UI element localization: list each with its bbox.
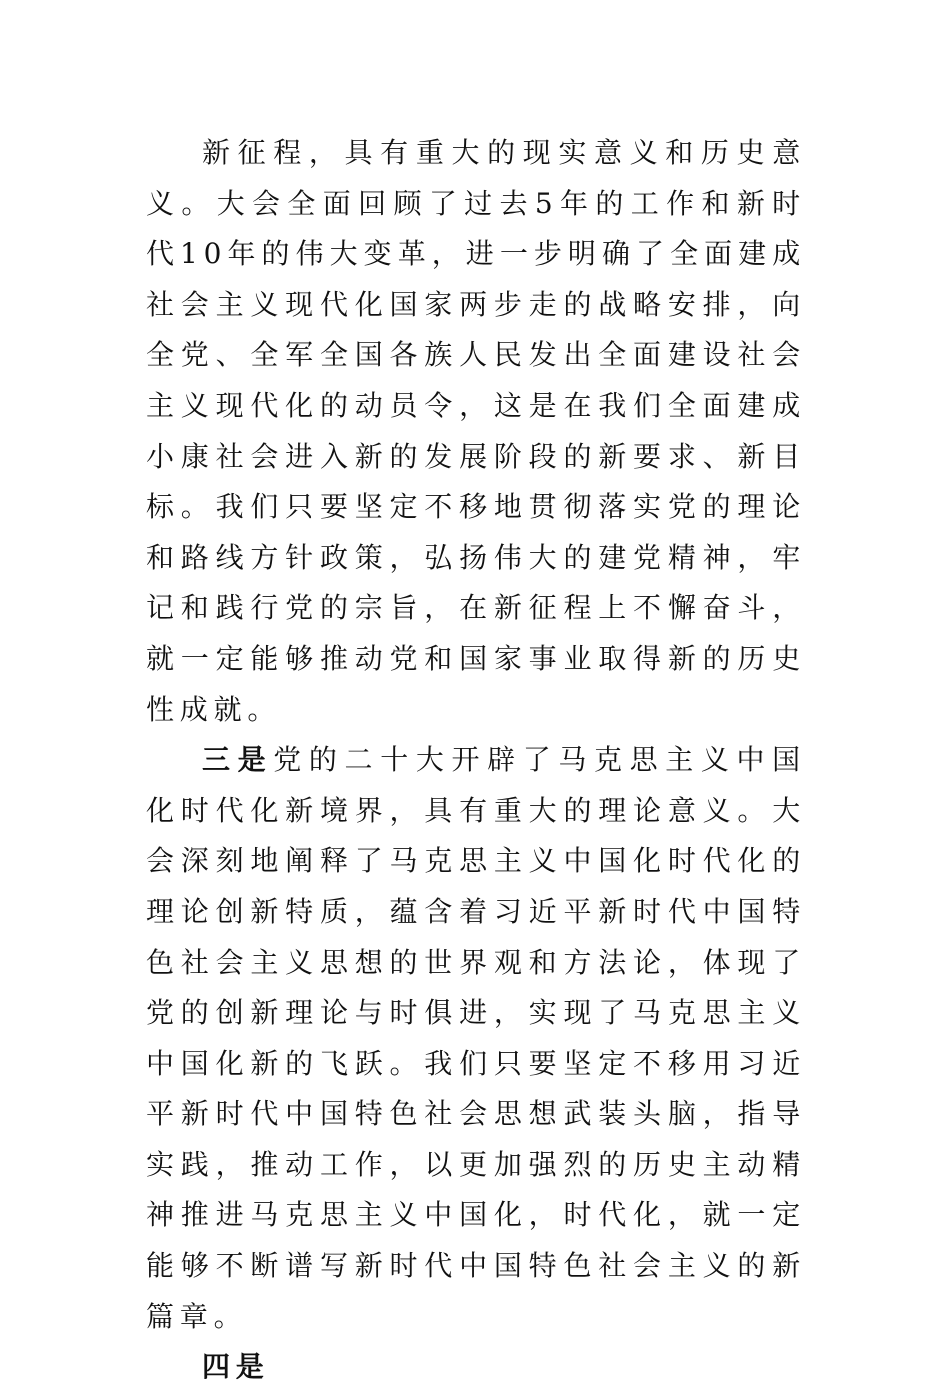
- paragraph-3-lead: 四是: [202, 1350, 270, 1384]
- paragraph-3: [146, 1342, 806, 1393]
- paragraph-1: [146, 128, 806, 735]
- paragraph-2: [146, 735, 806, 1342]
- paragraph-2-lead: 三是: [202, 743, 274, 777]
- paragraph-2-text: 党的二十大开辟了马克思主义中国化时代化新境界，具有重大的理论意义。大会深刻地阐释了马克思主义中国化时代化的理论创新特质，蕴含着习近平新时代中国特色社会主义思想的世界观和方法论，体现了党的创新理论与时俱进，实现了马克思主义中国化新的飞跃。我们只要坚定不移用习近平新时代中国特色社会思想武装头脑，指导实践，推动工作，以更加强烈的历史主动精神推进马克思主义中国化，时代化，就一定能够不断谱写新时代中国特色社会主义的新篇章。: [146, 743, 806, 1333]
- paragraph-1-text: 新征程，具有重大的现实意义和历史意义。大会全面回顾了过去5年的工作和新时代10年的伟大变革，进一步明确了全面建成社会主义现代化国家两步走的战略安排，向全党、全军全国各族人民发出全面建设社会主义现代化的动员令，这是在我们全面建成小康社会进入新的发展阶段的新要求、新目标。我们只要坚定不移地贯彻落实党的理论和路线方针政策，弘扬伟大的建党精神，牢记和践行党的宗旨，在新征程上不懈奋斗，就一定能够推动党和国家事业取得新的历史性成就。: [146, 136, 806, 726]
- document-body: [146, 128, 806, 1393]
